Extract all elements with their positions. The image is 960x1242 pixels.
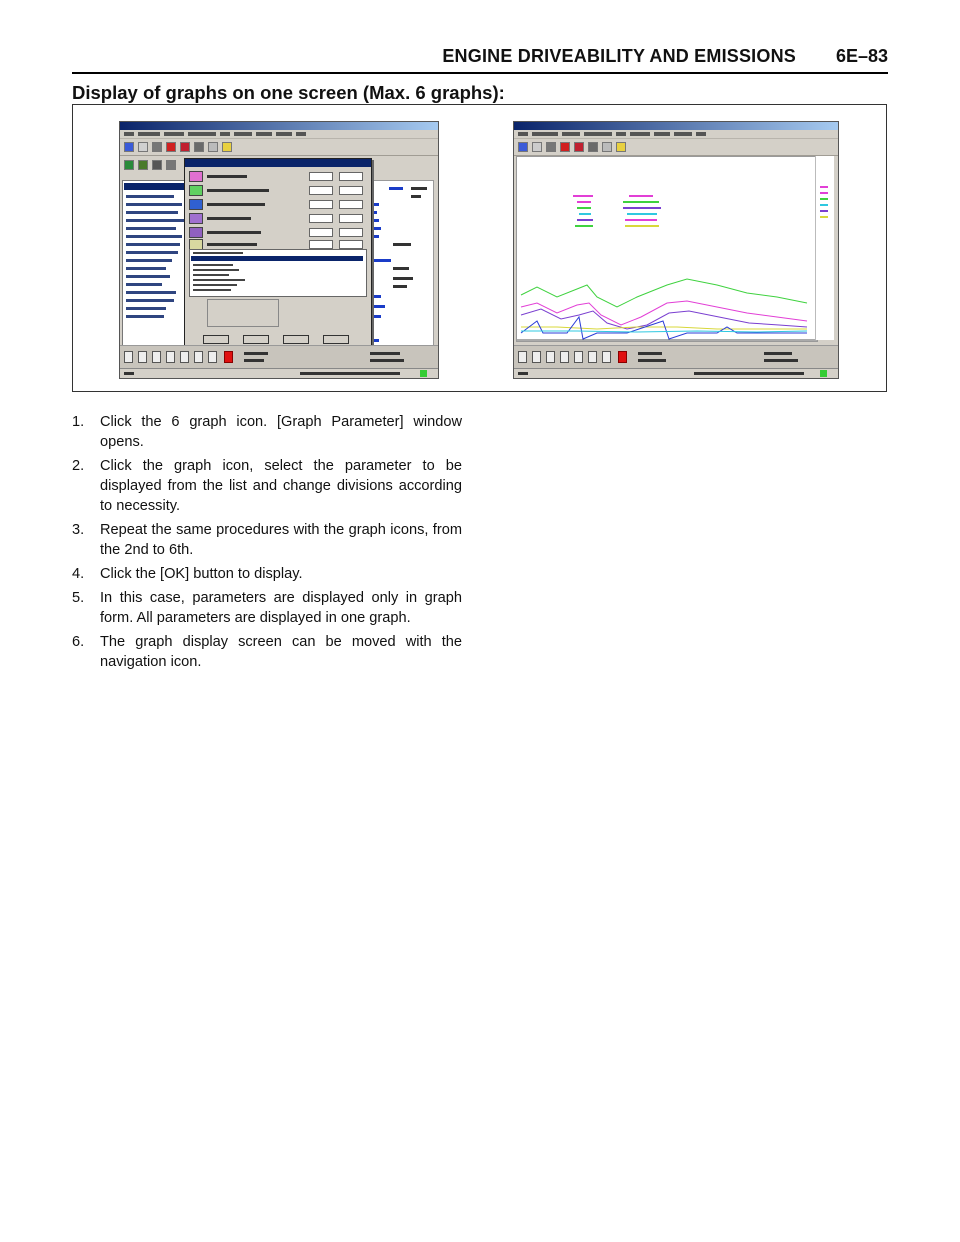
ok-button <box>203 335 229 344</box>
series-line <box>521 301 807 325</box>
dialog-titlebar <box>185 159 371 167</box>
help-icon <box>616 142 626 152</box>
save-icon <box>532 142 542 152</box>
step-number: 2. <box>72 458 85 474</box>
navigation-bar <box>514 345 838 368</box>
step-text: In this case, parameters are displayed only in graph form. All parameters are displayed in one graph. <box>100 590 462 626</box>
tool-icon <box>194 142 204 152</box>
param-row <box>189 199 367 211</box>
division-group <box>207 299 279 327</box>
series-line <box>521 327 807 329</box>
status-light-icon <box>420 370 427 377</box>
param-row <box>189 171 367 183</box>
step-number: 4. <box>72 566 85 582</box>
step-item <box>72 520 462 560</box>
play-icon <box>166 351 175 363</box>
section-heading: Display of graphs on one screen (Max. 6 graphs): <box>72 82 505 103</box>
refresh-icon <box>602 142 612 152</box>
step-number: 6. <box>72 634 85 650</box>
prev-icon <box>532 351 541 363</box>
step-number: 1. <box>72 414 85 430</box>
header-rule <box>72 72 888 74</box>
tool-icon <box>588 142 598 152</box>
stop-record-icon <box>224 351 233 363</box>
step-item <box>72 564 462 584</box>
page-number: 6E–83 <box>835 46 888 66</box>
play-icon <box>560 351 569 363</box>
first-icon <box>518 351 527 363</box>
prev-icon <box>138 351 147 363</box>
param-row <box>189 213 367 225</box>
record-icon <box>560 142 570 152</box>
step-text: The graph display screen can be moved with the navigation icon. <box>100 634 462 670</box>
status-bar <box>514 368 838 378</box>
status-bar <box>120 368 438 378</box>
graph-area <box>516 156 818 342</box>
window-titlebar <box>120 122 438 130</box>
list-icon <box>166 160 176 170</box>
forward-icon <box>574 351 583 363</box>
series-line <box>521 309 807 329</box>
graph-parameter-screenshot <box>119 121 439 379</box>
forward-icon <box>180 351 189 363</box>
param-row <box>189 185 367 197</box>
graph-slot-icon <box>189 185 203 196</box>
cancel-button <box>243 335 269 344</box>
last-icon <box>208 351 217 363</box>
step-number: 3. <box>72 522 85 538</box>
section-title: ENGINE DRIVEABILITY AND EMISSIONS <box>442 46 796 66</box>
parameter-select-list <box>189 249 367 297</box>
open-icon <box>124 142 134 152</box>
window-menubar <box>120 130 438 139</box>
step-item <box>72 456 462 516</box>
graph-slot-icon <box>189 171 203 182</box>
step-text: Click the 6 graph icon. [Graph Parameter] window opens. <box>100 414 462 450</box>
step-item <box>72 588 462 628</box>
figure-box <box>72 104 887 392</box>
graph-slot-icon <box>189 199 203 210</box>
save-icon <box>138 142 148 152</box>
next-icon <box>194 351 203 363</box>
help-button <box>323 335 349 344</box>
rewind-icon <box>152 351 161 363</box>
stop-icon <box>574 142 584 152</box>
window-toolbar <box>120 139 438 156</box>
step-item <box>72 632 462 672</box>
stop-icon <box>180 142 190 152</box>
table-icon <box>152 160 162 170</box>
next-icon <box>588 351 597 363</box>
graph-plot <box>517 157 817 341</box>
graph-side-legend <box>815 156 834 340</box>
clear-button <box>283 335 309 344</box>
series-line <box>521 279 807 307</box>
six-graph-display-screenshot <box>513 121 839 379</box>
window-titlebar <box>514 122 838 130</box>
instruction-steps <box>72 412 462 676</box>
graph-icon <box>124 160 134 170</box>
print-icon <box>152 142 162 152</box>
param-row <box>189 227 367 239</box>
series-line <box>521 317 807 339</box>
step-item <box>72 412 462 452</box>
help-icon <box>222 142 232 152</box>
stop-record-icon <box>618 351 627 363</box>
step-text: Click the [OK] button to display. <box>100 566 303 582</box>
step-text: Repeat the same procedures with the graph icons, from the 2nd to 6th. <box>100 522 462 558</box>
rewind-icon <box>546 351 555 363</box>
step-text: Click the graph icon, select the parameter to be displayed from the list and change divisions according to necessity. <box>100 458 462 514</box>
record-icon <box>166 142 176 152</box>
step-number: 5. <box>72 590 85 606</box>
last-icon <box>602 351 611 363</box>
window-menubar <box>514 130 838 139</box>
navigation-bar <box>120 345 438 368</box>
series-line <box>521 331 807 332</box>
graph-parameter-dialog <box>184 158 372 350</box>
first-icon <box>124 351 133 363</box>
page-header <box>72 42 888 72</box>
refresh-icon <box>208 142 218 152</box>
window-toolbar <box>514 139 838 156</box>
graph-slot-icon <box>189 227 203 238</box>
graph-legend <box>573 195 661 227</box>
six-graph-icon <box>138 160 148 170</box>
open-icon <box>518 142 528 152</box>
status-light-icon <box>820 370 827 377</box>
print-icon <box>546 142 556 152</box>
graph-slot-icon <box>189 213 203 224</box>
